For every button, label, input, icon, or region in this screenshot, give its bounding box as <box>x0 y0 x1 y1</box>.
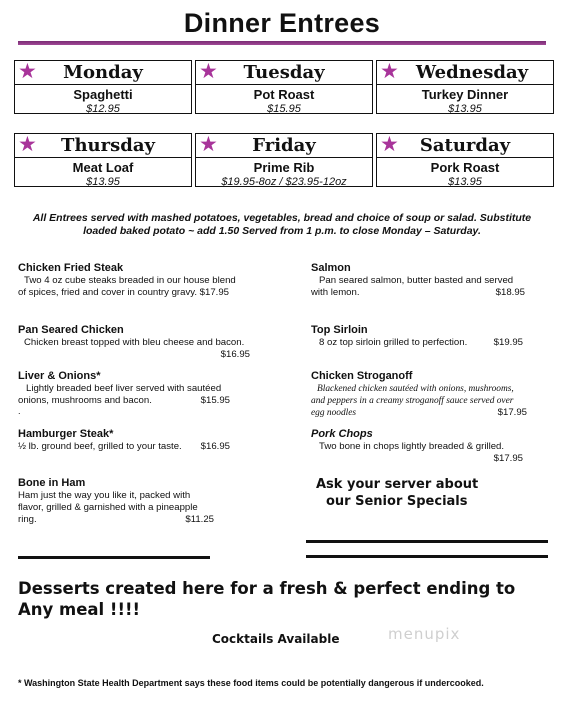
item-name: Chicken Stroganoff <box>311 370 413 382</box>
menu-item-chicken-stroganoff <box>311 370 527 419</box>
day-header <box>196 134 372 158</box>
day-name: Tuesday <box>243 62 325 83</box>
item-desc-row <box>18 441 230 453</box>
senior-line-1: Ask your server about <box>316 477 479 492</box>
day-box-wednesday <box>376 60 554 114</box>
item-description: Blackened chicken sautéed with onions, mushrooms, <box>317 384 514 394</box>
menu-item-liver-onions <box>18 370 230 415</box>
star-icon: ★ <box>18 60 37 83</box>
senior-line-2: our Senior Specials <box>326 494 468 509</box>
item-description: onions, mushrooms and bacon. <box>18 395 152 406</box>
senior-specials-note <box>316 476 526 510</box>
day-box-saturday <box>376 133 554 187</box>
star-icon: ★ <box>380 133 399 156</box>
day-box-monday <box>14 60 192 114</box>
item-name: Bone in Ham <box>18 477 86 489</box>
desserts-line-2: Any meal !!!! <box>18 600 141 619</box>
watermark: menupix <box>388 625 461 643</box>
item-price: $16.95 <box>200 441 230 452</box>
item-description: flavor, grilled & garnished with a pineapple <box>18 502 198 513</box>
day-header <box>377 61 553 85</box>
item-price: $11.25 <box>185 514 214 525</box>
item-desc-row <box>18 514 240 526</box>
desserts-line-1: Desserts created here for a fresh & perfect ending to <box>18 579 516 598</box>
item-desc-row <box>311 337 523 349</box>
divider-right-bottom <box>306 555 548 558</box>
item-desc-row <box>18 395 230 407</box>
item-price: $17.95 <box>493 453 523 464</box>
menu-item-salmon <box>311 262 525 299</box>
item-description: of spices, fried and cover in country gravy. $17.95 <box>18 287 229 298</box>
menu-item-top-sirloin <box>311 324 523 349</box>
star-icon: ★ <box>18 133 37 156</box>
item-description: Lightly breaded beef liver served with sautéed <box>26 383 222 394</box>
entree-note: All Entrees served with mashed potatoes, vegetables, bread and choice of soup or salad. Substitute loaded baked potato ~ add 1.50 Served from 1 p.m. to close Monday – Saturday. <box>32 212 532 237</box>
day-dish: Pork Roast <box>430 160 500 175</box>
item-price: $15.95 <box>200 395 230 406</box>
day-price: $13.95 <box>448 103 482 115</box>
stray-mark: . <box>18 406 21 416</box>
title-divider <box>18 41 546 45</box>
menu-item-bone-in-ham <box>18 477 240 526</box>
item-desc-row <box>311 407 527 419</box>
item-name: Pork Chops <box>311 428 373 440</box>
item-name: Top Sirloin <box>311 324 368 336</box>
day-price: $12.95 <box>86 103 120 115</box>
day-dish: Prime Rib <box>253 160 315 175</box>
day-name: Wednesday <box>415 62 529 83</box>
star-icon: ★ <box>199 60 218 83</box>
star-icon: ★ <box>199 133 218 156</box>
item-description: Chicken breast topped with bleu cheese and bacon. <box>24 337 245 348</box>
item-description: with lemon. <box>311 287 360 298</box>
item-name: Chicken Fried Steak <box>18 262 124 274</box>
divider-left <box>18 556 210 559</box>
day-dish: Spaghetti <box>73 87 133 102</box>
divider-right-top <box>306 540 548 543</box>
item-name: Salmon <box>311 262 351 274</box>
day-dish: Meat Loaf <box>72 160 134 175</box>
desserts-heading <box>18 578 548 620</box>
item-description: egg noodles <box>311 408 357 418</box>
day-name: Friday <box>252 135 316 156</box>
day-price: $13.95 <box>86 176 120 188</box>
item-description: Pan seared salmon, butter basted and served <box>319 275 514 286</box>
day-price: $13.95 <box>448 176 482 188</box>
day-box-tuesday <box>195 60 373 114</box>
menu-item-pan-seared-chicken <box>18 324 250 361</box>
item-description: Two 4 oz cube steaks breaded in our house blend <box>24 275 236 286</box>
item-price: $18.95 <box>495 287 525 298</box>
item-description: ½ lb. ground beef, grilled to your taste. <box>18 441 182 452</box>
item-description: and peppers in a creamy stroganoff sauce served over <box>311 396 514 406</box>
menu-item-pork-chops <box>311 428 523 465</box>
day-name: Thursday <box>61 135 155 156</box>
health-footnote: * Washington State Health Department says these food items could be potentially dangerous if undercooked. <box>18 678 484 688</box>
cocktails-note: Cocktails Available <box>212 632 340 646</box>
day-box-thursday <box>14 133 192 187</box>
day-name: Saturday <box>419 135 511 156</box>
item-price: $17.95 <box>497 407 527 418</box>
day-name: Monday <box>63 62 143 83</box>
item-desc-row <box>311 287 525 299</box>
page-title: Dinner Entrees <box>183 8 381 38</box>
day-price: $19.95-8oz / $23.95-12oz <box>221 176 347 188</box>
item-price: $19.95 <box>493 337 523 348</box>
menu-item-chicken-fried-steak <box>18 262 280 299</box>
item-description: 8 oz top sirloin grilled to perfection. <box>319 337 468 348</box>
menu-item-hamburger-steak <box>18 428 230 453</box>
day-dish: Pot Roast <box>253 87 315 102</box>
item-description: Two bone in chops lightly breaded & grilled. <box>319 441 505 452</box>
day-header <box>196 61 372 85</box>
star-icon: ★ <box>380 60 399 83</box>
day-header <box>15 61 191 85</box>
item-name: Liver & Onions* <box>18 370 101 382</box>
item-description: ring. <box>18 514 37 525</box>
day-price: $15.95 <box>267 103 301 115</box>
day-header <box>15 134 191 158</box>
day-dish: Turkey Dinner <box>421 87 509 102</box>
item-name: Hamburger Steak* <box>18 428 114 440</box>
day-header <box>377 134 553 158</box>
item-description: Ham just the way you like it, packed with <box>18 490 191 501</box>
item-price: $16.95 <box>220 349 250 360</box>
item-name: Pan Seared Chicken <box>18 324 124 336</box>
day-box-friday <box>195 133 373 187</box>
